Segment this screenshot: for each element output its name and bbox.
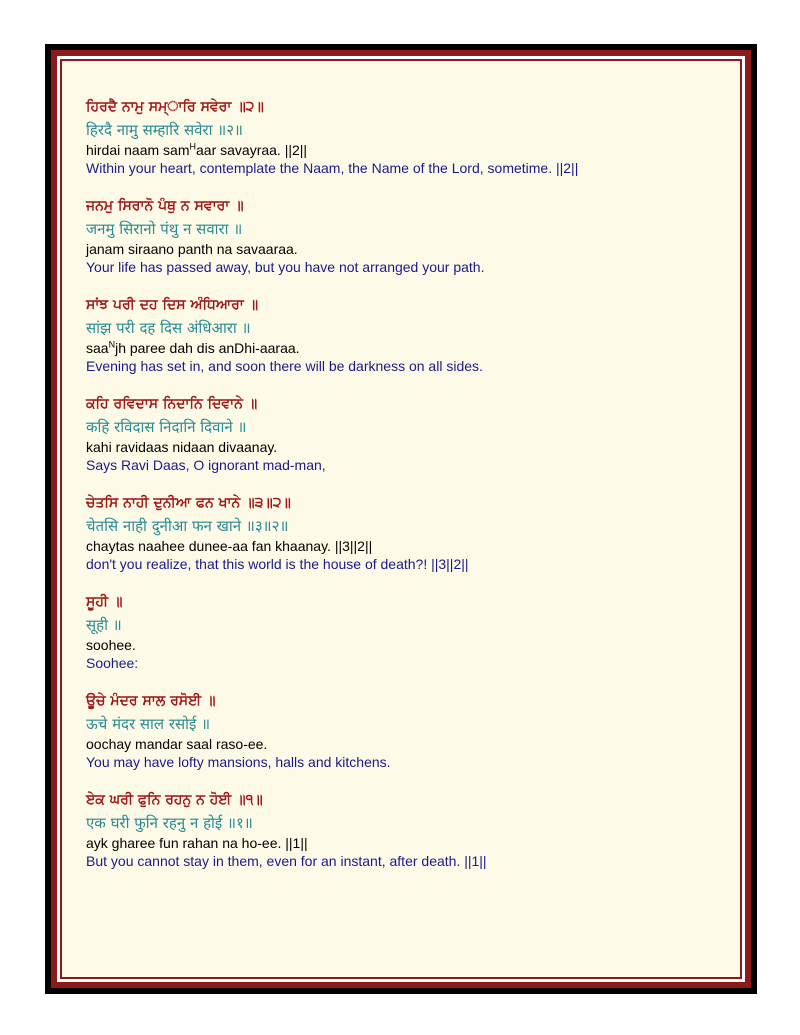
hindi-line: ऊचे मंदर साल रसोई ॥ — [86, 715, 211, 733]
transliteration-line — [86, 834, 726, 852]
transliteration-text: janam siraano panth na savaaraa. — [86, 241, 298, 257]
transliteration-text: jh paree dah dis anDhi-aaraa. — [115, 340, 300, 356]
verse-block — [86, 96, 726, 178]
translation-line: don't you realize, that this world is the house of death?! ||3||2|| — [86, 556, 469, 572]
hindi-line: एक घरी फुनि रहनु न होई ॥१॥ — [86, 814, 253, 832]
hindi-line: कहि रविदास निदानि दिवाने ॥ — [86, 418, 247, 436]
transliteration-line — [86, 141, 726, 159]
hindi-line: सांझ परी दह दिस अंधिआरा ॥ — [86, 319, 251, 337]
verse-block — [86, 492, 726, 574]
gurmukhi-line: ਹਿਰਦੈ ਨਾਮੁ ਸਮ੍ਾਰਿ ਸਵੇਰਾ ॥੨॥ — [86, 99, 264, 115]
transliteration-superscript: H — [189, 141, 196, 152]
translation-line: Your life has passed away, but you have not arranged your path. — [86, 259, 485, 275]
transliteration-line — [86, 339, 726, 357]
gurmukhi-line: ਜਨਮੁ ਸਿਰਾਨੋ ਪੰਥੁ ਨ ਸਵਾਰਾ ॥ — [86, 198, 244, 214]
translation-line: Says Ravi Daas, O ignorant mad-man, — [86, 457, 326, 473]
transliteration-text: saa — [86, 340, 109, 356]
verse-list — [86, 96, 726, 888]
verse-block — [86, 789, 726, 871]
transliteration-text: oochay mandar saal raso-ee. — [86, 736, 268, 752]
translation-line: Soohee: — [86, 655, 139, 671]
transliteration-text: ayk gharee fun rahan na ho-ee. ||1|| — [86, 835, 308, 851]
verse-block — [86, 294, 726, 376]
gurmukhi-line: ਸੂਹੀ ॥ — [86, 594, 123, 610]
gurmukhi-line: ਕਹਿ ਰਵਿਦਾਸ ਨਿਦਾਨਿ ਦਿਵਾਨੇ ॥ — [86, 396, 258, 412]
transliteration-text: soohee. — [86, 637, 136, 653]
transliteration-line — [86, 537, 726, 555]
transliteration-text: hirdai naam sam — [86, 142, 190, 158]
transliteration-line — [86, 636, 726, 654]
transliteration-line — [86, 240, 726, 258]
gurmukhi-line: ਸਾਂਝ ਪਰੀ ਦਹ ਦਿਸ ਅੰਧਿਆਰਾ ॥ — [86, 297, 259, 313]
transliteration-text: aar savayraa. ||2|| — [196, 142, 308, 158]
verse-block — [86, 591, 726, 673]
transliteration-text: chaytas naahee dunee-aa fan khaanay. ||3||2|| — [86, 538, 373, 554]
hindi-line: हिरदै नामु सम्हारि सवेरा ॥२॥ — [86, 121, 244, 139]
hindi-line: जनमु सिरानो पंथु न सवारा ॥ — [86, 220, 243, 238]
transliteration-line — [86, 438, 726, 456]
verse-block — [86, 690, 726, 772]
verse-block — [86, 195, 726, 277]
transliteration-superscript: N — [108, 339, 116, 350]
translation-line: Evening has set in, and soon there will be darkness on all sides. — [86, 358, 483, 374]
gurmukhi-line: ਚੇਤਸਿ ਨਾਹੀ ਦੁਨੀਆ ਫਨ ਖਾਨੇ ॥੩॥੨॥ — [86, 495, 291, 511]
verse-block — [86, 393, 726, 475]
translation-line: But you cannot stay in them, even for an instant, after death. ||1|| — [86, 853, 487, 869]
translation-line: You may have lofty mansions, halls and kitchens. — [86, 754, 391, 770]
hindi-line: सूही ॥ — [86, 616, 122, 634]
gurmukhi-line: ਏਕ ਘਰੀ ਫੁਨਿ ਰਹਨੁ ਨ ਹੋਈ ॥੧॥ — [86, 792, 263, 808]
transliteration-line — [86, 735, 726, 753]
translation-line: Within your heart, contemplate the Naam, the Name of the Lord, sometime. ||2|| — [86, 160, 579, 176]
transliteration-text: kahi ravidaas nidaan divaanay. — [86, 439, 278, 455]
hindi-line: चेतसि नाही दुनीआ फन खाने ॥३॥२॥ — [86, 517, 289, 535]
gurmukhi-line: ਊਚੇ ਮੰਦਰ ਸਾਲ ਰਸੋਈ ॥ — [86, 693, 216, 709]
